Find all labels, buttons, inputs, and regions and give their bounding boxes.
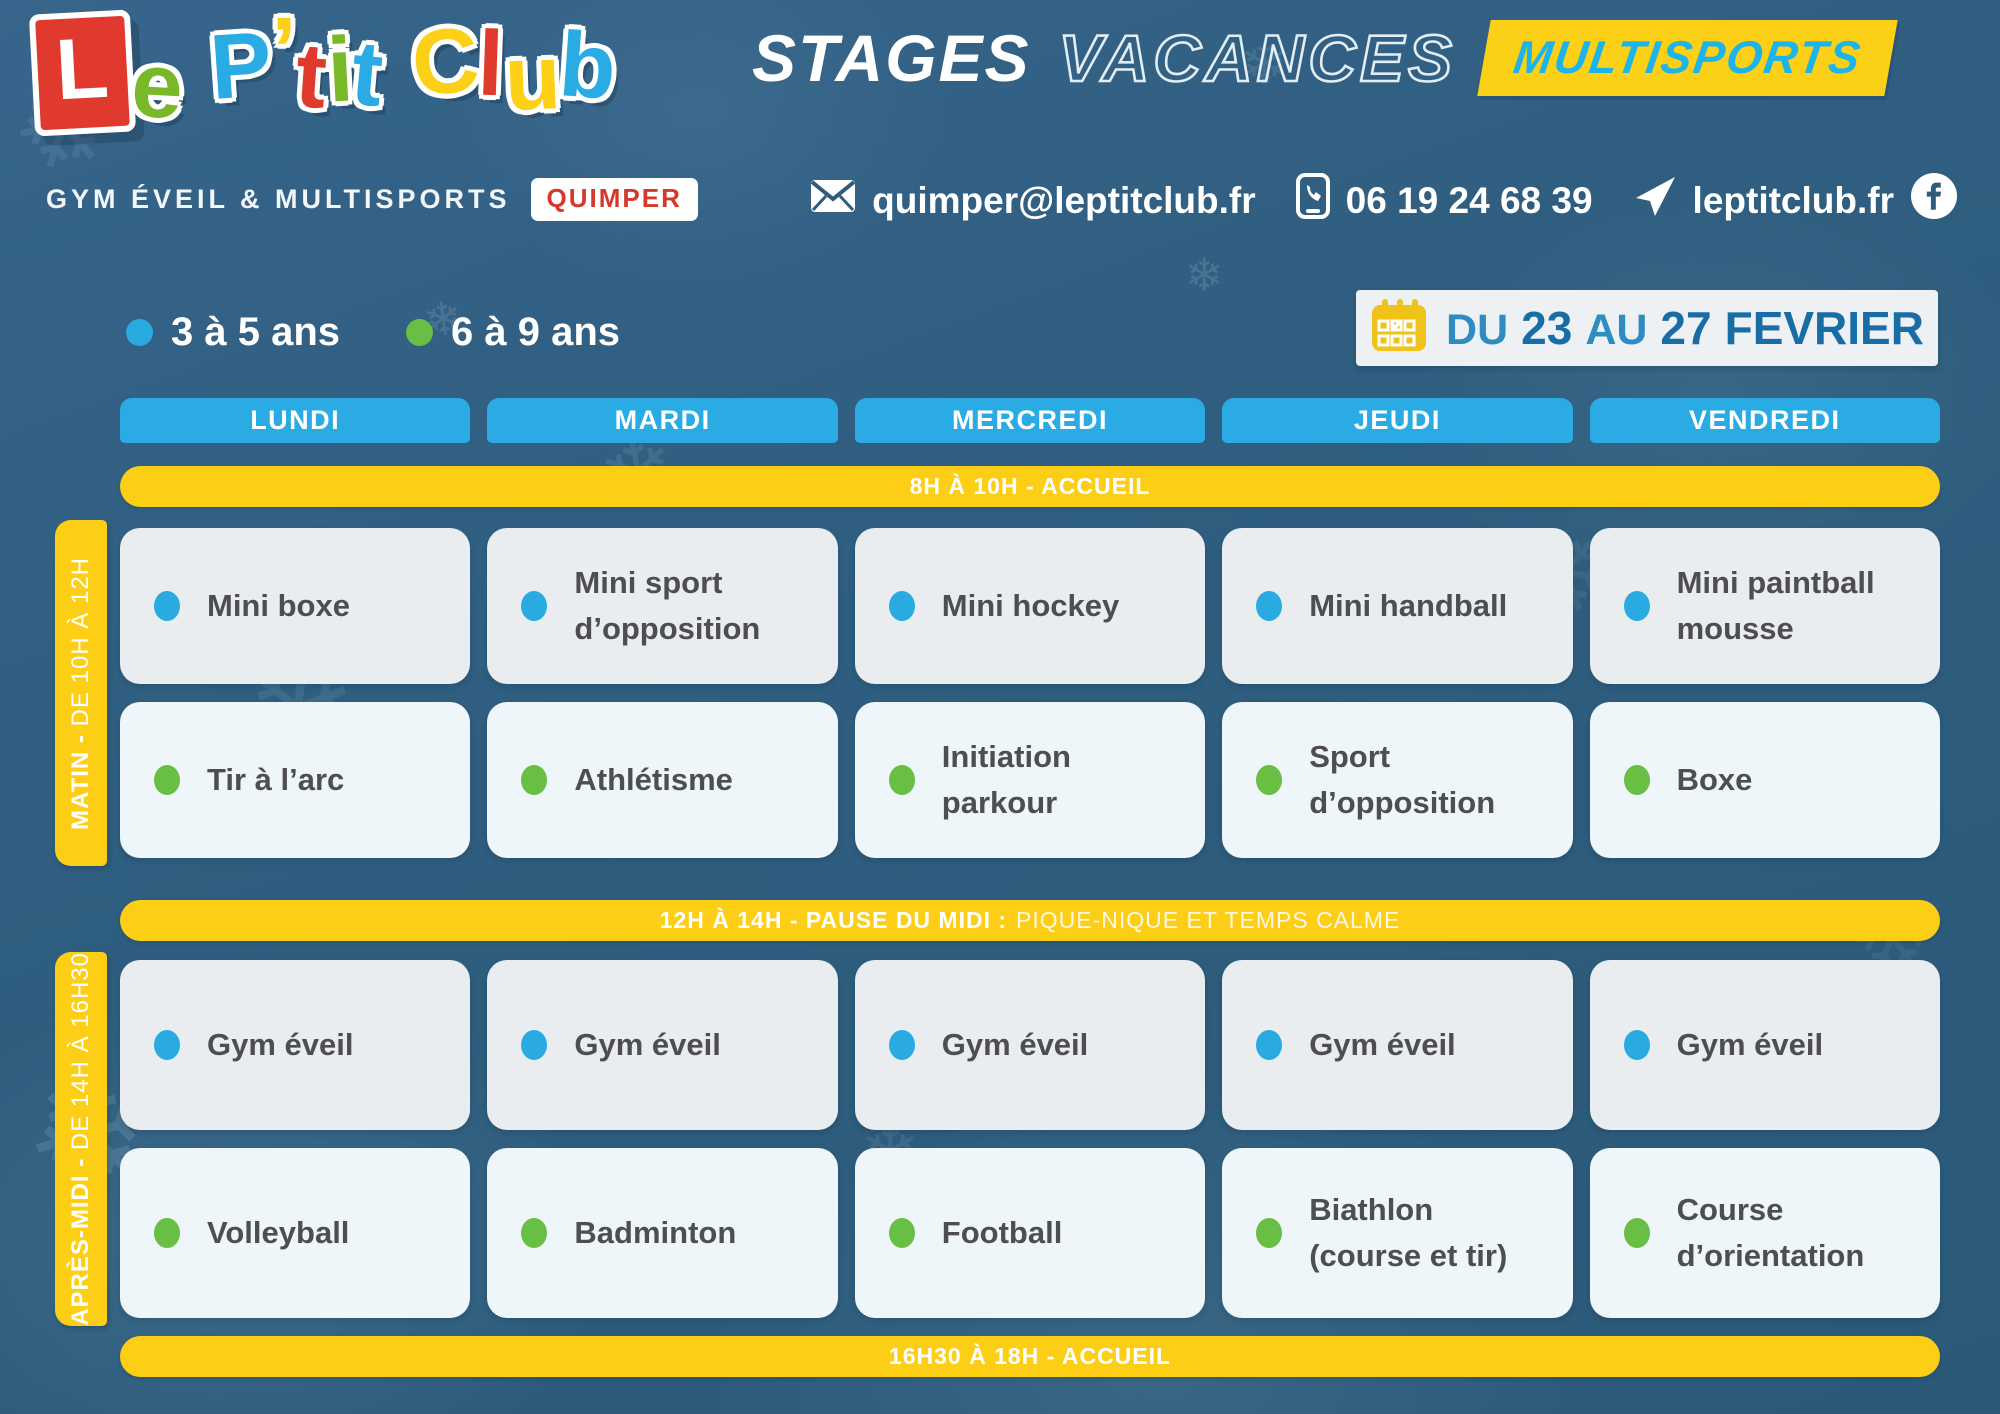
activity-card (120, 1148, 470, 1318)
age-6-9-dot (889, 765, 915, 795)
activity-card (855, 1148, 1205, 1318)
date-end: 27 (1660, 302, 1712, 354)
activity-card (487, 702, 837, 858)
age-3-5-dot (1624, 1030, 1650, 1060)
age-6-9-dot (1256, 1218, 1282, 1248)
age-6-9-dot (154, 1218, 180, 1248)
date-du: DU (1446, 306, 1509, 354)
day-tab-mercredi: MERCREDI (855, 398, 1205, 443)
logo-letter: ’ (271, 0, 297, 101)
contact-phone[interactable]: 06 19 24 68 39 (1345, 179, 1593, 221)
activity-label: Athlétisme (574, 761, 733, 797)
age-6-9-dot (521, 765, 547, 795)
section-label-matin (55, 520, 107, 866)
activity-card (1222, 960, 1572, 1130)
activity-card (855, 960, 1205, 1130)
club-logo (34, 0, 698, 221)
day-tab-jeudi: JEUDI (1222, 398, 1572, 443)
snowflake-decoration (1185, 248, 1224, 302)
activity-label: Gym éveil (574, 1026, 721, 1062)
age-3-5-dot (889, 1030, 915, 1060)
title-multisports-badge (1477, 20, 1898, 96)
day-tab-mardi: MARDI (487, 398, 837, 443)
activity-card (1590, 1148, 1940, 1318)
date-start: 23 (1521, 302, 1573, 354)
time-bar-label: 8H À 10H - ACCUEIL (909, 473, 1151, 499)
section-label-bold: MATIN - (67, 725, 94, 830)
age-6-9-dot (406, 319, 433, 346)
age-6-9-dot (1624, 765, 1650, 795)
section-label-hours: DE 14H À 16H30 (67, 952, 94, 1151)
contact-email[interactable]: quimper@leptitclub.fr (872, 179, 1256, 221)
activity-label: Boxe (1676, 761, 1753, 797)
activity-card (1222, 702, 1572, 858)
morning-activities-grid (120, 528, 1940, 858)
contact-website[interactable]: leptitclub.fr (1692, 179, 1894, 221)
activity-card (120, 528, 470, 684)
time-bar-evening-accueil (120, 1336, 1940, 1377)
time-bar-midday-pause (120, 900, 1940, 941)
title-vacances: VACANCES (1058, 21, 1456, 95)
age-legend (126, 310, 620, 355)
logo-letter: u (502, 26, 563, 130)
activity-label: Mini hockey (941, 587, 1120, 623)
email-icon (810, 179, 856, 222)
activity-label: Sport d’opposition (1309, 738, 1496, 820)
activity-label: Badminton (574, 1214, 737, 1250)
activity-label: Gym éveil (941, 1026, 1089, 1062)
day-tab-lundi: LUNDI (120, 398, 470, 443)
phone-icon (1296, 173, 1330, 228)
club-tagline: GYM ÉVEIL & MULTISPORTS (46, 184, 511, 214)
logo-letter: l (476, 12, 506, 116)
poster-title (752, 20, 1891, 96)
age-6-9-dot (154, 765, 180, 795)
title-multisports-label: MULTISPORTS (1510, 31, 1866, 83)
activity-label: Mini sport d’opposition (574, 564, 761, 646)
club-logo-wordmark (34, 0, 698, 160)
legend-item-6-9 (406, 310, 620, 355)
day-header-row (120, 398, 1940, 443)
age-3-5-dot (154, 1030, 180, 1060)
age-3-5-dot (126, 319, 153, 346)
section-label-apres-midi (55, 952, 107, 1326)
contact-bar (810, 172, 1958, 229)
date-range (1446, 301, 1924, 355)
activity-card (487, 528, 837, 684)
age-6-9-dot (889, 1218, 915, 1248)
age-3-5-dot (521, 591, 547, 621)
age-6-9-dot (1256, 765, 1282, 795)
activity-card (120, 702, 470, 858)
age-3-5-dot (1624, 591, 1650, 621)
time-bar-label: 16H30 À 18H - ACCUEIL (888, 1343, 1172, 1369)
activity-label: Biathlon (course et tir) (1309, 1191, 1508, 1273)
logo-letter: i (325, 18, 357, 122)
activity-label: Football (941, 1214, 1063, 1250)
date-au: AU (1585, 306, 1648, 354)
activity-label: Course d’orientation (1676, 1191, 1865, 1273)
activity-label: Volleyball (207, 1214, 350, 1250)
calendar-icon (1370, 299, 1428, 358)
activity-card (1590, 702, 1940, 858)
activity-card (487, 1148, 837, 1318)
send-icon (1633, 174, 1677, 227)
activity-card (1222, 528, 1572, 684)
activity-label: Initiation parkour (941, 738, 1071, 820)
activity-card (1590, 528, 1940, 684)
activity-label: Mini handball (1309, 587, 1508, 623)
section-label-hours: DE 10H À 12H (67, 556, 94, 726)
logo-letter: P (206, 12, 275, 120)
activity-label: Mini paintball mousse (1676, 564, 1875, 646)
club-city-badge: QUIMPER (531, 178, 698, 221)
time-bar-label-bold: 12H À 14H - PAUSE DU MIDI : (659, 907, 1008, 933)
age-6-9-dot (1624, 1218, 1650, 1248)
age-3-5-dot (889, 591, 915, 621)
logo-letter: b (555, 13, 620, 119)
activity-label: Mini boxe (207, 587, 350, 623)
logo-letter: L (35, 16, 129, 131)
afternoon-activities-grid (120, 960, 1940, 1318)
age-6-9-dot (521, 1218, 547, 1248)
activity-card (1222, 1148, 1572, 1318)
activity-label: Gym éveil (207, 1026, 354, 1062)
title-stages: STAGES (752, 21, 1031, 95)
activity-label: Gym éveil (1676, 1026, 1824, 1062)
age-3-5-dot (154, 591, 180, 621)
age-3-5-label: 3 à 5 ans (171, 310, 341, 354)
activity-card (855, 702, 1205, 858)
day-tab-vendredi: VENDREDI (1590, 398, 1940, 443)
time-bar-label-light: PIQUE-NIQUE ET TEMPS CALME (1016, 907, 1401, 933)
activity-label: Tir à l’arc (207, 761, 345, 797)
age-6-9-label: 6 à 9 ans (451, 310, 621, 354)
activity-card (855, 528, 1205, 684)
facebook-icon[interactable] (1910, 172, 1958, 229)
activity-card (120, 960, 470, 1130)
logo-letter: t (347, 21, 387, 127)
section-label-bold: APRÈS-MIDI - (67, 1150, 94, 1326)
activity-label: Gym éveil (1309, 1026, 1456, 1062)
date-month: FEVRIER (1724, 302, 1924, 354)
activity-card (1590, 960, 1940, 1130)
legend-item-3-5 (126, 310, 340, 355)
age-3-5-dot (1256, 591, 1282, 621)
logo-letter: C (407, 8, 483, 116)
age-3-5-dot (1256, 1030, 1282, 1060)
date-banner (1356, 290, 1938, 366)
age-3-5-dot (521, 1030, 547, 1060)
activity-card (487, 960, 837, 1130)
logo-letter: t (292, 24, 330, 128)
time-bar-morning-accueil (120, 466, 1940, 507)
logo-letter: e (128, 33, 186, 139)
